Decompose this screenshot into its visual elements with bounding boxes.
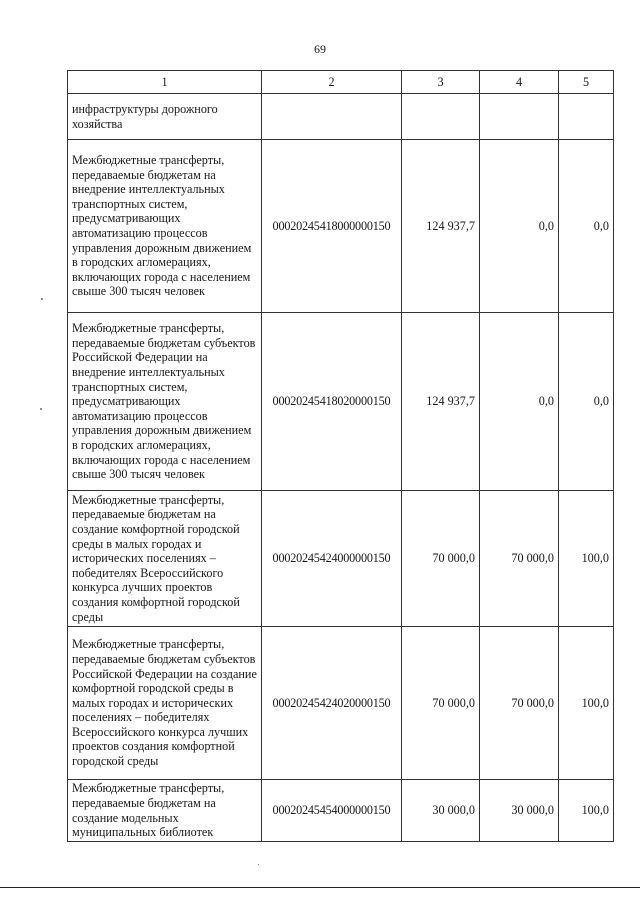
budget-table	[67, 70, 614, 842]
row-code-cell: 00020245418020000150	[262, 313, 402, 491]
scan-speck	[258, 864, 259, 865]
row-value-3-cell: 30 000,0	[402, 780, 480, 842]
row-name-cell: Межбюджетные трансферты, передаваемые бюджетам субъектов Российской Федерации на внедрение интеллектуальных транспортных систем, предусматривающих автоматизацию процессов управления дорожным движением в городских агломерациях, включающих города с населением свыше 300 тысяч человек	[68, 313, 262, 491]
column-header-5: 5	[559, 71, 614, 94]
row-name-cell: Межбюджетные трансферты, передаваемые бюджетам на создание комфортной городской среды в малых городах и исторических поселениях – победителях Всероссийского конкурса лучших проектов создания комфортной городской среды	[68, 491, 262, 627]
row-name-cell: Межбюджетные трансферты, передаваемые бюджетам на внедрение интеллектуальных транспортных систем, предусматривающих автоматизацию процессов управления дорожным движением в городских агломерациях, включающих города с населением свыше 300 тысяч человек	[68, 140, 262, 313]
row-code-cell: 00020245424000000150	[262, 491, 402, 627]
table-row	[68, 627, 614, 780]
row-value-5-cell: 0,0	[559, 313, 614, 491]
row-name-cell: Межбюджетные трансферты, передаваемые бюджетам на создание модельных муниципальных библиотек	[68, 780, 262, 842]
row-value-3-cell: 70 000,0	[402, 491, 480, 627]
row-value-5-cell: 0,0	[559, 140, 614, 313]
column-header-4: 4	[480, 71, 559, 94]
table-row	[68, 94, 614, 140]
row-value-4-cell: 30 000,0	[480, 780, 559, 842]
row-value-5-cell	[559, 94, 614, 140]
row-name-cell: инфраструктуры дорожного хозяйства	[68, 94, 262, 140]
row-code-cell	[262, 94, 402, 140]
row-value-4-cell: 70 000,0	[480, 491, 559, 627]
table-row	[68, 313, 614, 491]
scan-speck	[40, 408, 42, 410]
row-value-5-cell: 100,0	[559, 491, 614, 627]
column-header-1: 1	[68, 71, 262, 94]
row-value-3-cell: 70 000,0	[402, 627, 480, 780]
row-value-3-cell: 124 937,7	[402, 140, 480, 313]
table-row	[68, 780, 614, 842]
table-row	[68, 491, 614, 627]
row-value-5-cell: 100,0	[559, 780, 614, 842]
column-header-2: 2	[262, 71, 402, 94]
row-value-4-cell	[480, 94, 559, 140]
row-code-cell: 00020245418000000150	[262, 140, 402, 313]
scan-speck	[41, 298, 43, 300]
row-value-4-cell: 70 000,0	[480, 627, 559, 780]
header-row	[68, 71, 614, 94]
row-value-4-cell: 0,0	[480, 313, 559, 491]
row-code-cell: 00020245424020000150	[262, 627, 402, 780]
page-bottom-edge	[0, 887, 640, 888]
row-value-5-cell: 100,0	[559, 627, 614, 780]
row-value-4-cell: 0,0	[480, 140, 559, 313]
row-value-3-cell	[402, 94, 480, 140]
table-row	[68, 140, 614, 313]
row-name-cell: Межбюджетные трансферты, передаваемые бюджетам субъектов Российской Федерации на создание комфортной городской среды в малых городах и исторических поселениях – победителях Всероссийского конкурса лучших проектов создания комфортной городской среды	[68, 627, 262, 780]
page-number: 69	[314, 42, 326, 56]
row-value-3-cell: 124 937,7	[402, 313, 480, 491]
column-header-3: 3	[402, 71, 480, 94]
row-code-cell: 00020245454000000150	[262, 780, 402, 842]
